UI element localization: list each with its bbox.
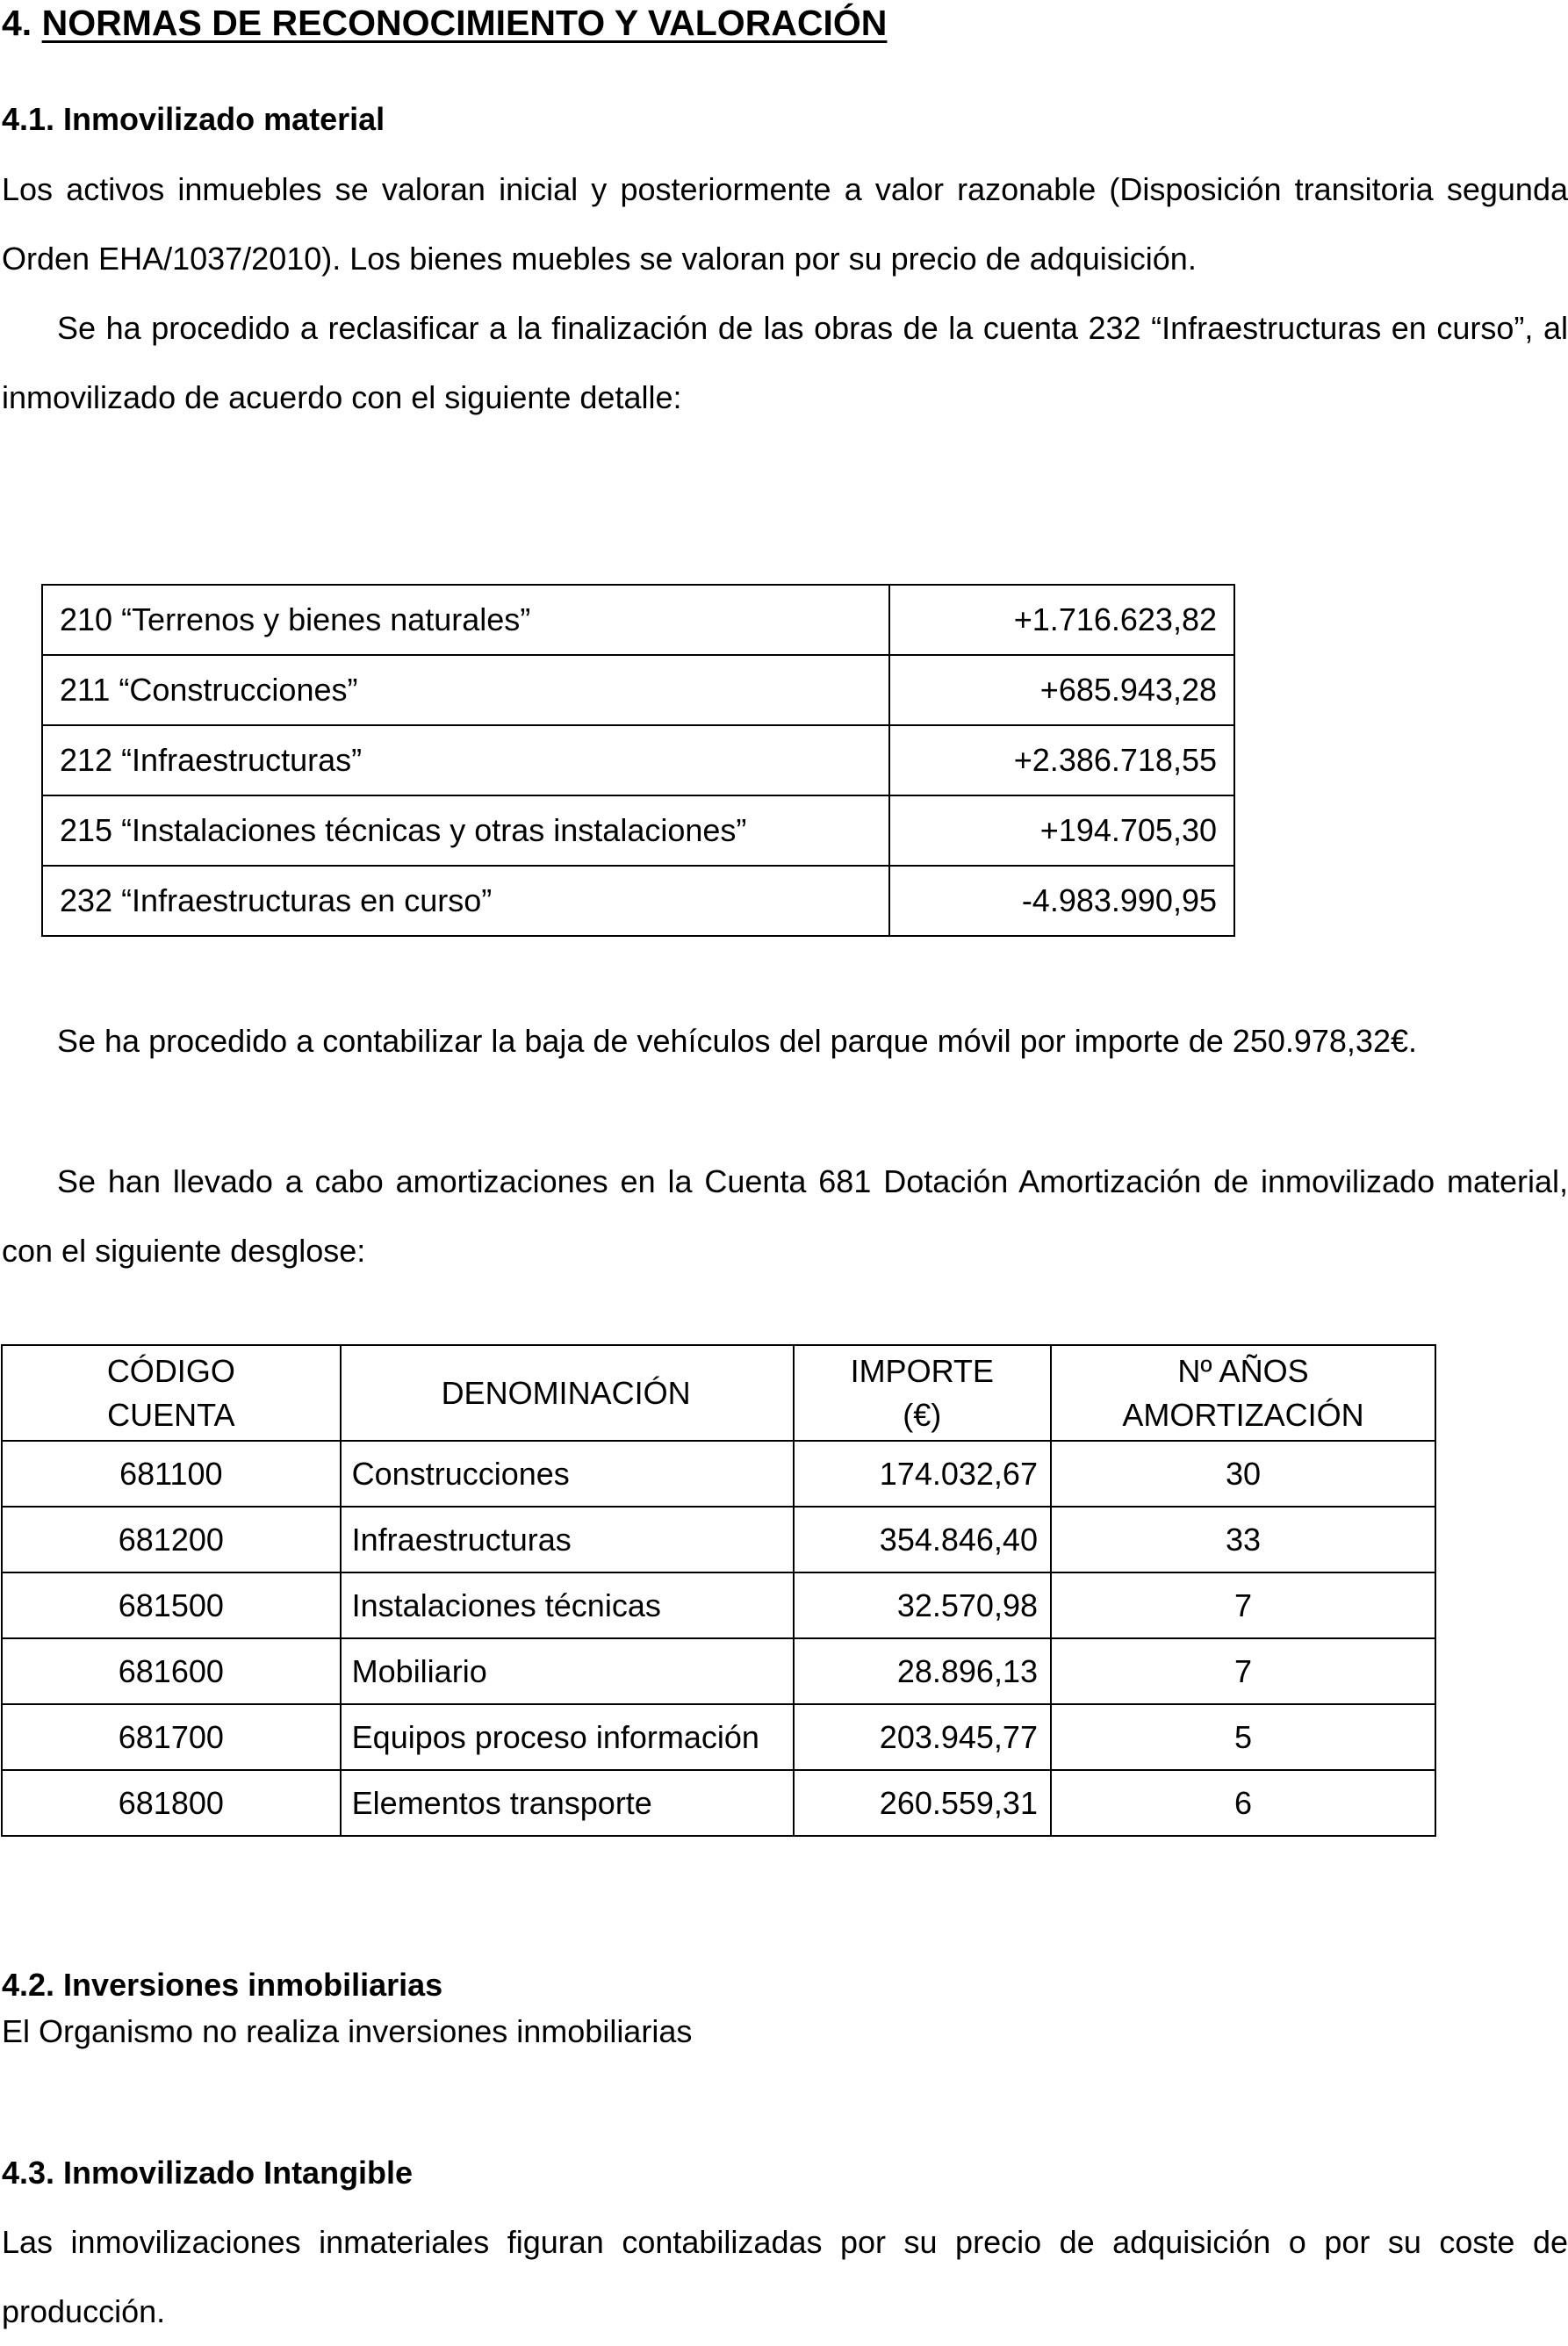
header-importe: IMPORTE (€) bbox=[794, 1345, 1051, 1441]
cell-years: 30 bbox=[1051, 1441, 1435, 1507]
account-label: 211 “Construcciones” bbox=[42, 655, 889, 725]
cell-years: 7 bbox=[1051, 1638, 1435, 1704]
cell-code: 681600 bbox=[2, 1638, 341, 1704]
cell-amount: 174.032,67 bbox=[794, 1441, 1051, 1507]
paragraph-baja-vehiculos: Se ha procedido a contabilizar la baja de vehículos del parque móvil por importe de 250.978,32€. bbox=[57, 1023, 1418, 1059]
cell-name: Construcciones bbox=[341, 1441, 794, 1507]
cell-amount: 32.570,98 bbox=[794, 1572, 1051, 1638]
account-amount: -4.983.990,95 bbox=[889, 866, 1234, 936]
cell-name: Elementos transporte bbox=[341, 1770, 794, 1836]
header-denominacion: DENOMINACIÓN bbox=[341, 1345, 794, 1441]
section-number: 4. bbox=[2, 3, 42, 43]
text-inmovilizado-intangible: Las inmovilizaciones inmateriales figuran contabilizadas por su precio de adquisición o por su coste de producción. bbox=[2, 2224, 1568, 2329]
cell-amount: 260.559,31 bbox=[794, 1770, 1051, 1836]
table-row bbox=[42, 655, 1234, 725]
account-amount: +1.716.623,82 bbox=[889, 585, 1234, 655]
table-row bbox=[42, 866, 1234, 936]
account-amount: +2.386.718,55 bbox=[889, 725, 1234, 795]
cell-name: Infraestructuras bbox=[341, 1507, 794, 1572]
table-row bbox=[2, 1638, 1435, 1704]
paragraph-valoracion-activos: Los activos inmuebles se valoran inicial y posteriormente a valor razonable (Disposición transitoria segunda Orden EHA/1037/2010). Los bienes muebles se valoran por su precio de adquisición. bbox=[2, 171, 1568, 277]
cell-years: 33 bbox=[1051, 1507, 1435, 1572]
cell-years: 5 bbox=[1051, 1704, 1435, 1770]
table-row bbox=[2, 1704, 1435, 1770]
cell-code: 681700 bbox=[2, 1704, 341, 1770]
section-title bbox=[2, 0, 887, 46]
heading-inmovilizado-material: 4.1. Inmovilizado material bbox=[2, 101, 385, 137]
paragraph-reclasificacion: Se ha procedido a reclasificar a la finalización de las obras de la cuenta 232 “Infraestructuras en curso”, al inmovilizado de acuerdo con el siguiente detalle: bbox=[2, 310, 1568, 415]
account-label: 232 “Infraestructuras en curso” bbox=[42, 866, 889, 936]
table-row bbox=[42, 725, 1234, 795]
table-row bbox=[42, 585, 1234, 655]
cell-amount: 28.896,13 bbox=[794, 1638, 1051, 1704]
header-anos-amortizacion: Nº AÑOS AMORTIZACIÓN bbox=[1051, 1345, 1435, 1441]
heading-inversiones-inmobiliarias: 4.2. Inversiones inmobiliarias bbox=[2, 1967, 443, 2003]
section-title-text: NORMAS DE RECONOCIMIENTO Y VALORACIÓN bbox=[41, 3, 888, 43]
heading-inmovilizado-intangible: 4.3. Inmovilizado Intangible bbox=[2, 2155, 414, 2191]
table-row bbox=[2, 1441, 1435, 1507]
cell-amount: 203.945,77 bbox=[794, 1704, 1051, 1770]
cell-amount: 354.846,40 bbox=[794, 1507, 1051, 1572]
account-label: 215 “Instalaciones técnicas y otras instalaciones” bbox=[42, 795, 889, 866]
account-label: 210 “Terrenos y bienes naturales” bbox=[42, 585, 889, 655]
account-amount: +685.943,28 bbox=[889, 655, 1234, 725]
table-row bbox=[2, 1507, 1435, 1572]
header-codigo-cuenta: CÓDIGO CUENTA bbox=[2, 1345, 341, 1441]
cell-years: 6 bbox=[1051, 1770, 1435, 1836]
table-row bbox=[2, 1770, 1435, 1836]
cell-name: Mobiliario bbox=[341, 1638, 794, 1704]
cell-name: Instalaciones técnicas bbox=[341, 1572, 794, 1638]
paragraph-amortizaciones: Se han llevado a cabo amortizaciones en la Cuenta 681 Dotación Amortización de inmovilizado material, con el siguiente desglose: bbox=[2, 1163, 1568, 1269]
cell-code: 681800 bbox=[2, 1770, 341, 1836]
table-row bbox=[2, 1572, 1435, 1638]
cell-code: 681500 bbox=[2, 1572, 341, 1638]
account-amount: +194.705,30 bbox=[889, 795, 1234, 866]
account-label: 212 “Infraestructuras” bbox=[42, 725, 889, 795]
cell-name: Equipos proceso información bbox=[341, 1704, 794, 1770]
table-header-row bbox=[2, 1345, 1435, 1441]
amortization-table bbox=[1, 1344, 1436, 1837]
reclassification-table bbox=[41, 584, 1235, 937]
table-row bbox=[42, 795, 1234, 866]
cell-code: 681100 bbox=[2, 1441, 341, 1507]
text-inversiones-inmobiliarias: El Organismo no realiza inversiones inmobiliarias bbox=[2, 2013, 693, 2049]
cell-code: 681200 bbox=[2, 1507, 341, 1572]
cell-years: 7 bbox=[1051, 1572, 1435, 1638]
